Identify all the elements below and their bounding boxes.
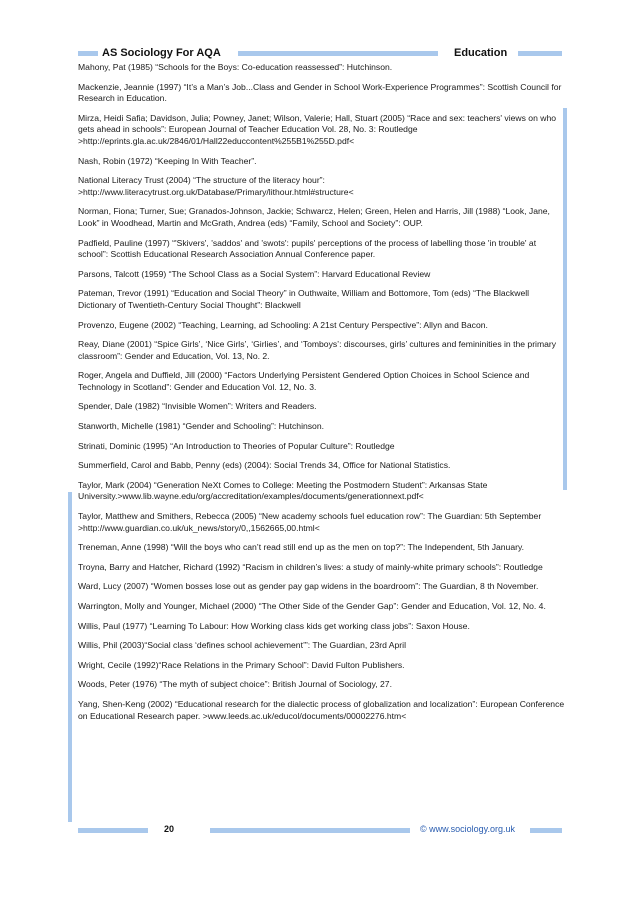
reference-entry: Troyna, Barry and Hatcher, Richard (1992) “Racism in children’s lives: a study of mainly-white primary schools”: Routledge (78, 561, 543, 572)
reference-entry: Stanworth, Michelle (1981) “Gender and Schooling”: Hutchinson. (78, 421, 325, 432)
reference-list (78, 62, 566, 730)
header-section: Education (454, 47, 508, 59)
reference-entry: Ward, Lucy (2007) “Women bosses lose out as gender pay gap widens in the boardroom”: The Guardian, 8 th November. (78, 581, 539, 592)
footer-bar-right (530, 828, 562, 833)
reference-entry: Treneman, Anne (1998) “Will the boys who can’t read still end up as the men on top?”: The Independent, 5th January. (78, 542, 525, 553)
header-bar-right (518, 51, 562, 56)
reference-entry: Mackenzie, Jeannie (1997) “It’s a Man’s Job...Class and Gender in School Work-Experience Programmes”: Scottish Council for Research in Education. (78, 81, 562, 104)
reference-entry: Norman, Fiona; Turner, Sue; Granados-Johnson, Jackie; Schwarcz, Helen; Green, Helen and Harris, Jill (1988) “Look, Jane, Look” in Woodhead, Martin and McGrath, Andrea (eds) “Family, School and Society”: OUP. (78, 206, 550, 228)
reference-entry: Pateman, Trevor (1991) “Education and Social Theory” in Outhwaite, William and Bottomore, Tom (eds) “The Blackwell Dictionary of Twentieth-Century Social Thought”: Blackwell (78, 288, 530, 310)
website-link[interactable]: © www.sociology.org.uk (420, 824, 516, 834)
reference-entry: Nash, Robin (1972) “Keeping In With Teacher”. (78, 155, 257, 166)
reference-entry: Provenzo, Eugene (2002) “Teaching, Learning, ad Schooling: A 21st Century Perspective”: Allyn and Bacon. (78, 319, 488, 330)
header-title: AS Sociology For AQA (102, 47, 221, 59)
reference-entry: Taylor, Mark (2004) “Generation NeXt Comes to College: Meeting the Postmodern Student”: Arkansas State University.>www.lib.wayne.edu/org/accreditation/examples/documents/generationnext.pdf< (78, 479, 488, 502)
reference-entry: Woods, Peter (1976) “The myth of subject choice”: British Journal of Sociology, 27. (78, 679, 392, 690)
reference-entry: Wright, Cecile (1992)“Race Relations in the Primary School”: David Fulton Publishers. (78, 659, 405, 670)
reference-entry: Roger, Angela and Duffield, Jill (2000) “Factors Underlying Persistent Gendered Option Choices in School Science and Technology in Scotland”: Gender and Education Vol. 12, No. 3. (78, 370, 530, 392)
reference-entry: Willis, Phil (2003)“Social class ‘defines school achievement’”: The Guardian, 23rd April (78, 640, 406, 651)
header-bar-left (78, 51, 98, 56)
reference-entry: Mahony, Pat (1985) “Schools for the Boys: Co-education reassessed”: Hutchinson. (78, 62, 393, 72)
page-footer (78, 823, 562, 837)
reference-entry: Willis, Paul (1977) “Learning To Labour: How Working class kids get working class jobs”: Saxon House. (78, 620, 470, 631)
reference-entry: National Literacy Trust (2004) “The structure of the literacy hour”: >http://www.literacytrust.org.uk/Database/Primary/lithour.html#structure< (78, 175, 354, 197)
reference-entry: Reay, Diane (2001) “Spice Girls’, ‘Nice Girls’, ‘Girlies’, and ‘Tomboys’: discourses, girls’ cultures and femininities in the primary classroom”: Gender and Education, Vol. 13, No. 2. (78, 339, 557, 361)
reference-entry: Summerfield, Carol and Babb, Penny (eds) (2004): Social Trends 34, Office for National Statistics. (78, 460, 451, 471)
reference-entry: Padfield, Pauline (1997) “'Skivers', 'saddos' and 'swots': pupils' perceptions of the process of labelling those 'in trouble' at school”: Scottish Educational Research Association Annual Conference paper. (78, 237, 537, 260)
page-number: 20 (164, 824, 175, 834)
reference-entry: Mirza, Heidi Safia; Davidson, Julia; Powney, Janet; Wilson, Valerie; Hall, Stuart (2005) “Race and sex: teachers' views on who gets ahead in schools”: European Journal of Teacher Education Vol. 28, No. 3: Routledge >http://eprints.gla.ac.uk/2846/01/Hall22educcontent%255B1%255D.pdf< (78, 112, 557, 146)
header-bar-middle (238, 51, 438, 56)
footer-bar-middle (210, 828, 410, 833)
reference-entry: Parsons, Talcott (1959) “The School Class as a Social System”: Harvard Educational Review (78, 268, 431, 279)
reference-entry: Strinati, Dominic (1995) “An Introduction to Theories of Popular Culture”: Routledge (78, 440, 395, 451)
side-bar-left (68, 492, 72, 822)
reference-entry: Yang, Shen-Keng (2002) “Educational research for the dialectic process of globalization and localization”: European Conference on Educational Research paper. >www.leeds.ac.uk/educol/documents/00002276.htm< (78, 698, 565, 721)
footer-bar-left (78, 828, 148, 833)
reference-entry: Taylor, Matthew and Smithers, Rebecca (2005) “New academy schools fuel education row”: The Guardian: 5th September >http://www.guardian.co.uk/uk_news/story/0,,1562665,00.html< (78, 511, 542, 533)
reference-entry: Spender, Dale (1982) “Invisible Women”: Writers and Readers. (78, 401, 317, 412)
reference-entry: Warrington, Molly and Younger, Michael (2000) “The Other Side of the Gender Gap”: Gender and Education, Vol. 12, No. 4. (78, 601, 546, 611)
page-header (78, 46, 562, 60)
